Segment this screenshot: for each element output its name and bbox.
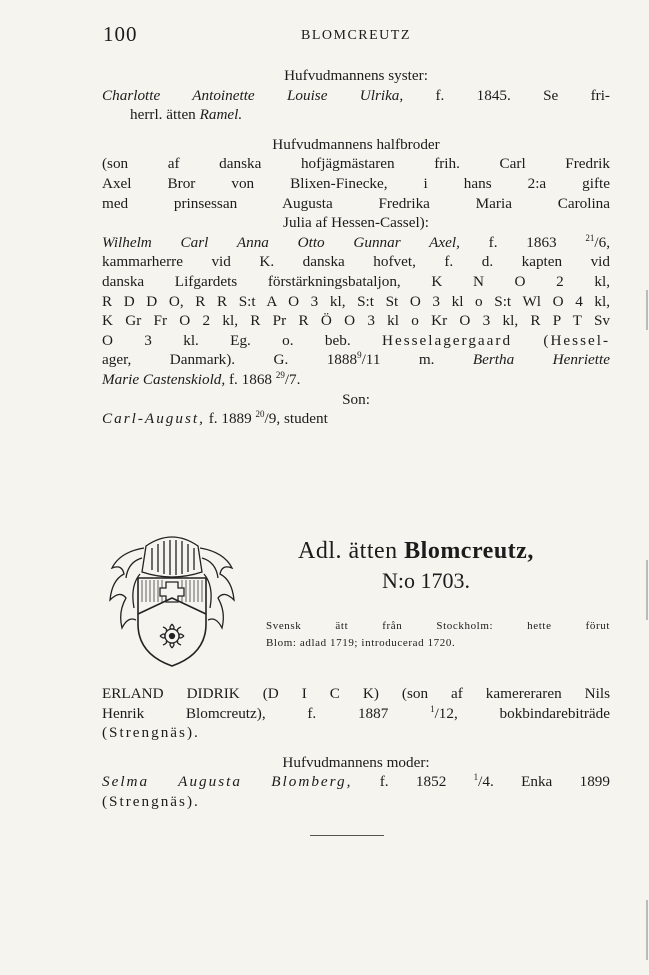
head-line: ERLAND DIDRIK (D I C K) (son af kamereraren Nils bbox=[102, 685, 610, 702]
son-line: Carl-August, f. 1889 $^{20}$/9, student bbox=[102, 409, 328, 428]
page-header bbox=[103, 22, 603, 48]
son-name: Carl-August, bbox=[102, 410, 205, 428]
sister-ref-text: herrl. ätten bbox=[130, 106, 196, 124]
sister-rest: f. 1845. Se fri- bbox=[435, 86, 610, 104]
wilhelm-estate-line: O 3 kl. Eg. o. beb. Hesselagergaard (Hessel- bbox=[102, 331, 611, 349]
brother-heading: Hufvudmannens halfbroder bbox=[272, 135, 440, 153]
spacer bbox=[102, 125, 610, 135]
wilhelm-line: kammarherre vid K. danska hofvet, f. d. kapten vid bbox=[102, 253, 610, 271]
brother-line: (son af danska hofjägmästaren frih. Carl Fredrik bbox=[102, 155, 610, 173]
brother-line: Axel Bror von Blixen-Finecke, i hans 2:a gifte bbox=[102, 174, 610, 192]
sister-line bbox=[102, 86, 610, 106]
son-heading: Son: bbox=[342, 390, 370, 408]
coat-of-arms-icon bbox=[106, 528, 238, 668]
page-edge-mark bbox=[646, 900, 648, 960]
wilhelm-marriage-line: ager, Danmark). G. 1888$^9$/11 m. Bertha Henriette bbox=[102, 350, 610, 369]
wilhelm-name: Wilhelm Carl Anna Otto Gunnar Axel, bbox=[102, 233, 460, 251]
spacer bbox=[102, 743, 610, 753]
wilhelm-line: danska Lifgardets förstärkningsbataljon, K N O 2 kl, bbox=[102, 272, 610, 290]
brother-line: med prinsessan Augusta Fredrika Maria Carolina bbox=[102, 194, 610, 212]
wilhelm-line: K Gr Fr O 2 kl, R Pr R Ö O 3 kl o Kr O 3 kl, R P T Sv bbox=[102, 312, 610, 330]
family-section bbox=[102, 528, 610, 668]
section-rule bbox=[310, 835, 384, 836]
entry-ramel-blixen bbox=[102, 66, 610, 429]
wilhelm-born: f. 1863 $^{21}$/6, bbox=[488, 232, 611, 251]
head-name: ERLAND DIDRIK bbox=[102, 685, 240, 702]
mother-place: (Strengnäs). bbox=[102, 792, 200, 810]
sister-heading: Hufvudmannens syster: bbox=[284, 67, 428, 84]
wilhelm-line: R D D O, R R S:t A O 3 kl, S:t St O 3 kl o S:t Wl O 4 kl, bbox=[102, 292, 610, 310]
sister-ref-family: Ramel. bbox=[199, 106, 243, 124]
head-place: (Strengnäs). bbox=[102, 724, 200, 742]
running-title: BLOMCREUTZ bbox=[301, 28, 411, 43]
wife-name-cont: Marie Castenskiold, bbox=[102, 370, 226, 388]
page-number: 100 bbox=[103, 22, 138, 46]
family-title: Adl. ätten Blomcreutz, bbox=[298, 538, 534, 564]
head-line-2: Henrik Blomcreutz), f. 1887 $^1$/12, bokbindarebiträde bbox=[102, 703, 611, 722]
entry-blomcreutz bbox=[102, 684, 610, 812]
page-edge-mark bbox=[646, 560, 648, 620]
mother-heading: Hufvudmannens moder: bbox=[282, 753, 430, 771]
wife-line: Marie Castenskiold, f. 1868 $^{29}$/7. bbox=[102, 369, 301, 388]
mother-name: Selma Augusta Blomberg, bbox=[102, 773, 353, 791]
estate-name: Hesselagergaard bbox=[381, 331, 513, 349]
wilhelm-name-line bbox=[102, 233, 610, 253]
brother-line: Julia af Hessen-Cassel): bbox=[283, 214, 429, 232]
wife-name: Bertha Henriette bbox=[472, 351, 610, 369]
mother-line: Selma Augusta Blomberg, f. 1852 $^1$/4. Enka 1899 bbox=[102, 772, 610, 791]
sister-line-2 bbox=[102, 105, 610, 125]
family-note: Svensk ätt från Stockholm: hette förut Blom: adlad 1719; introducerad 1720. bbox=[266, 620, 610, 649]
family-name: Blomcreutz, bbox=[404, 538, 534, 564]
family-number: N:o 1703. bbox=[382, 568, 470, 593]
sister-name: Charlotte Antoinette Louise Ulrika, bbox=[102, 86, 404, 104]
page-edge-mark bbox=[646, 290, 648, 330]
